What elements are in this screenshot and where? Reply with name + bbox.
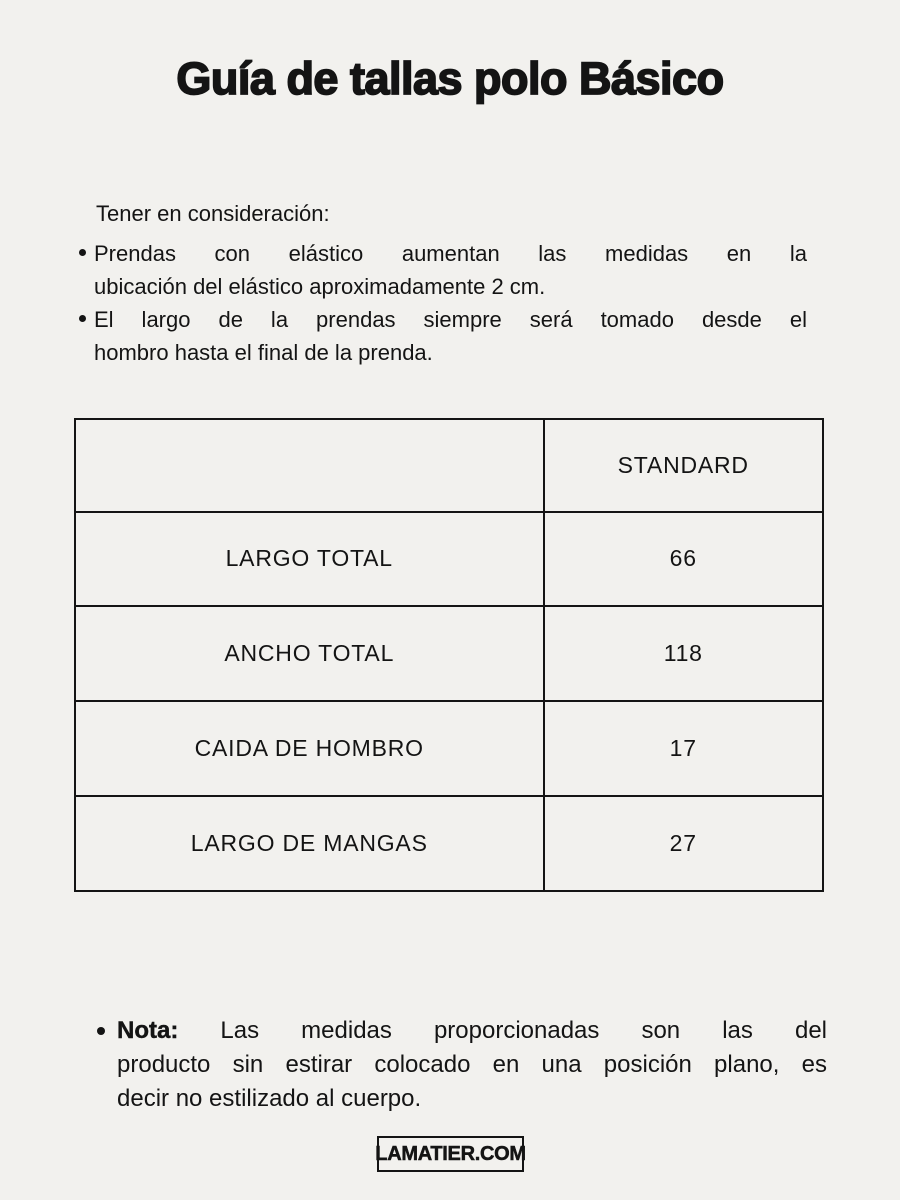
note-text: Las medidas proporcionadas son las del xyxy=(220,1017,827,1044)
note-section xyxy=(95,1014,827,1116)
note-line xyxy=(117,1014,827,1048)
bullet-line: El largo de la prendas siempre será tomado desde el xyxy=(94,307,807,332)
consideration-bullet-2 xyxy=(78,303,807,369)
table-row-value: 66 xyxy=(543,511,823,606)
table-row-label: CAIDA DE HOMBRO xyxy=(76,700,543,795)
page-title: Guía de tallas polo Básico xyxy=(176,53,724,104)
considerations-section xyxy=(78,196,807,369)
bullet-icon xyxy=(97,1027,105,1035)
bullet-line: ubicación del elástico aproximadamente 2 cm. xyxy=(94,274,546,299)
consideration-bullet-1 xyxy=(78,237,807,303)
table-corner-cell xyxy=(76,420,543,511)
table-row-label: LARGO TOTAL xyxy=(76,511,543,606)
size-table xyxy=(74,418,824,892)
brand-text: LAMATIER.COM xyxy=(375,1142,526,1165)
note-line: producto sin estirar colocado en una posición plano, es xyxy=(117,1051,827,1078)
bullet-line: hombro hasta el final de la prenda. xyxy=(94,340,433,365)
brand-badge xyxy=(377,1136,524,1172)
considerations-heading: Tener en consideración: xyxy=(96,201,330,226)
bullet-line: Prendas con elástico aumentan las medidas en la xyxy=(94,241,807,266)
table-column-header: STANDARD xyxy=(543,420,823,511)
note-bullet xyxy=(95,1014,827,1116)
table-row-value: 27 xyxy=(543,795,823,890)
table-row-value: 17 xyxy=(543,700,823,795)
note-label: Nota: xyxy=(117,1017,179,1044)
table-row-value: 118 xyxy=(543,605,823,700)
table-row-label: LARGO DE MANGAS xyxy=(76,795,543,890)
bullet-icon xyxy=(79,249,86,256)
note-line: decir no estilizado al cuerpo. xyxy=(117,1085,422,1112)
bullet-icon xyxy=(79,315,86,322)
table-row-label: ANCHO TOTAL xyxy=(76,605,543,700)
